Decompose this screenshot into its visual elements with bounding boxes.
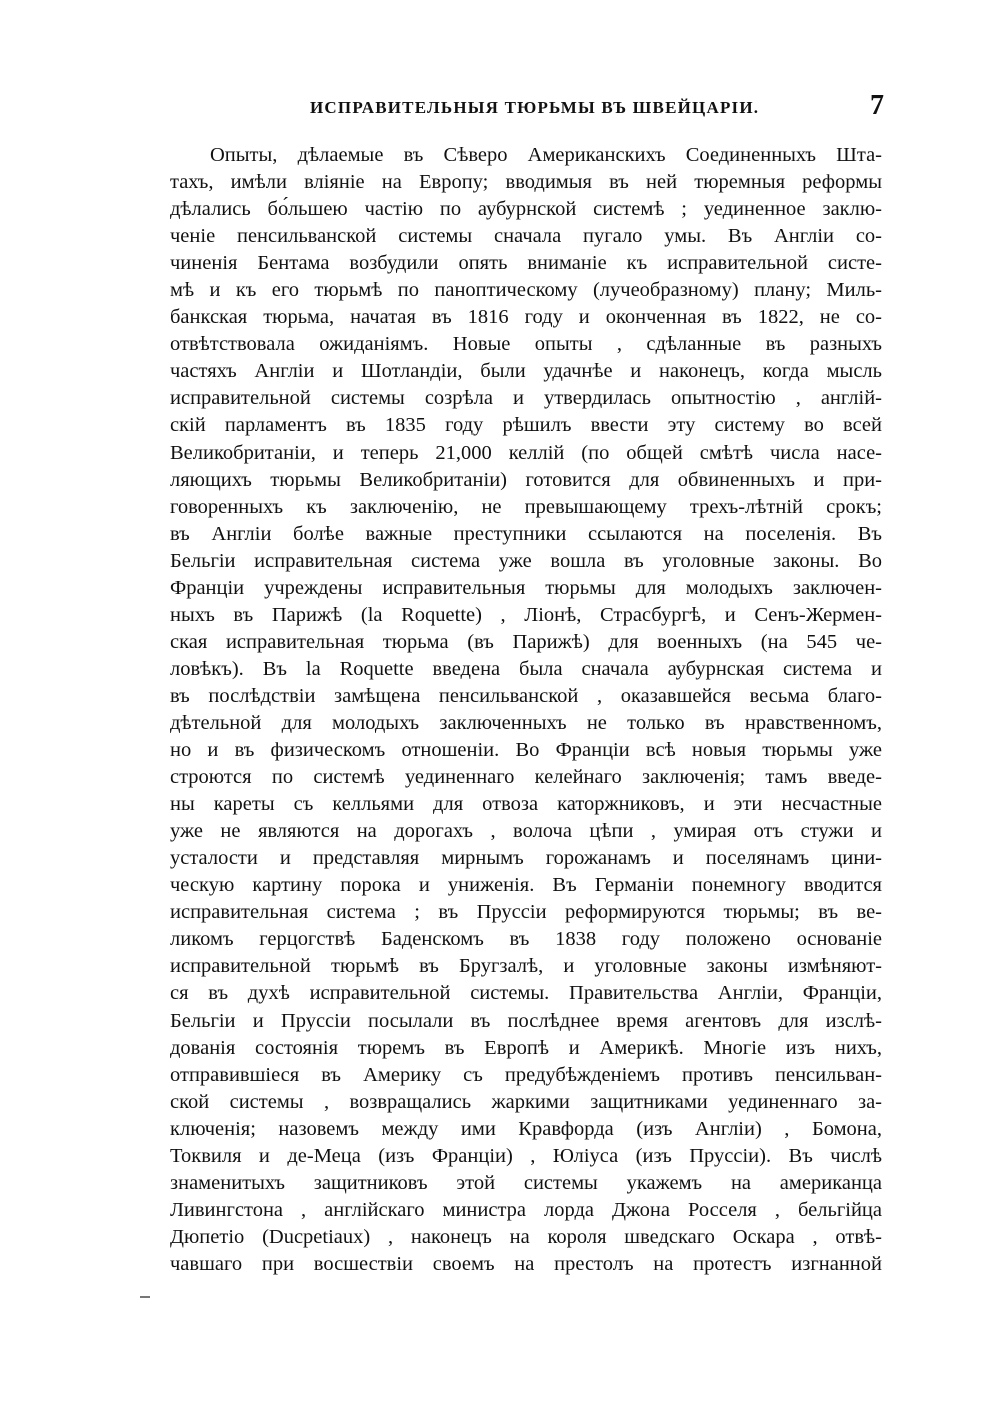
text-line: Франціи учреждены исправительныя тюрьмы для молодыхъ заключен- <box>170 576 882 599</box>
text-line: скій парламентъ въ 1835 году рѣшилъ ввести эту систему во всей <box>170 414 882 437</box>
text-line: говоренныхъ къ заключенію, не превышающему трехъ-лѣтній срокъ; <box>170 495 882 518</box>
text-line: строются по системѣ уединеннаго келейнаго заключенія; тамъ введе- <box>170 766 882 789</box>
text-line: Дюпетіо (Ducpetiaux) , наконецъ на короля шведскаго Оскара , отвѣ- <box>170 1225 882 1248</box>
text-line: чавшаго при восшествіи своемъ на престолъ на протестъ изгнанной <box>170 1252 882 1275</box>
text-line: уже не являются на дорогахъ , волоча цѣпи , умирая отъ стужи и <box>170 820 882 843</box>
text-line: ликомъ герцогствѣ Баденскомъ въ 1838 году положено основаніе <box>170 928 882 951</box>
text-line: дѣлались бо́льшею частію по аубурнской системѣ ; уединенное заклю- <box>170 198 882 221</box>
running-title: ИСПРАВИТЕЛЬНЫЯ ТЮРЬМЫ ВЪ ШВЕЙЦАРІИ. <box>310 98 760 117</box>
body-text <box>170 142 882 1278</box>
text-line: дованія состоянія тюремъ въ Европѣ и Америкѣ. Многіе изъ нихъ, <box>170 1036 882 1059</box>
text-line: чиненія Бентама возбудили опять вниманіе къ исправительной систе- <box>170 252 882 275</box>
text-line: Бельгіи и Пруссіи посылали въ послѣднее время агентовъ для изслѣ- <box>170 1009 882 1032</box>
page-number: 7 <box>870 90 884 121</box>
text-line: ся въ духѣ исправительной системы. Правительства Англіи, Франціи, <box>170 982 882 1005</box>
text-line: ляющихъ тюрьмы Великобританіи) готовится для обвиненныхъ и при- <box>170 468 882 491</box>
text-line: отправившіеся въ Америку съ предубѣжденіемъ противъ пенсильван- <box>170 1063 882 1086</box>
text-line: ческую картину порока и униженія. Въ Германіи понемногу вводится <box>170 874 882 897</box>
text-line: въ Англіи болѣе важные преступники ссылаются на поселенія. Въ <box>170 522 882 545</box>
text-line: тахъ, имѣли вліяніе на Европу; вводимыя въ ней тюремныя реформы <box>170 171 882 194</box>
text-line: ской системы , возвращались жаркими защитниками уединеннаго за- <box>170 1090 882 1113</box>
text-line: Опыты, дѣлаемые въ Сѣверо Американскихъ Соединенныхъ Шта- <box>210 144 882 166</box>
text-line: въ послѣдствіи замѣщена пенсильванской , оказавшейся весьма благо- <box>170 684 882 707</box>
text-line: ключенія; назовемъ между ими Кравфорда (изъ Англіи) , Бомона, <box>170 1117 882 1140</box>
running-head <box>170 90 890 124</box>
text-line: усталости и представляя мирнымъ горожанамъ и поселянамъ цини- <box>170 847 882 870</box>
text-line: Бельгіи исправительная система уже вошла въ уголовные законы. Во <box>170 549 882 572</box>
text-line: ловѣкъ). Въ la Roquette введена была сначала аубурнская система и <box>170 657 882 680</box>
text-line: Ливингстона , англійскаго министра лорда Джона Росселя , бельгійца <box>170 1198 882 1221</box>
text-line: ченіе пенсильванской системы сначала пугало умы. Въ Англіи со- <box>170 225 882 248</box>
text-line: дѣтельной для молодыхъ заключенныхъ не только въ нравственномъ, <box>170 711 882 734</box>
text-line: но и въ физическомъ отношеніи. Во Франціи всѣ новыя тюрьмы уже <box>170 739 882 762</box>
text-line: знаменитыхъ защитниковъ этой системы укажемъ на американца <box>170 1171 882 1194</box>
text-line: мѣ и къ его тюрьмѣ по паноптическому (лучеобразному) плану; Миль- <box>170 279 882 302</box>
text-line: частяхъ Англіи и Шотландіи, были удачнѣе и наконецъ, когда мысль <box>170 360 882 383</box>
text-line: ская исправительная тюрьма (въ Парижѣ) для военныхъ (на 545 че- <box>170 630 882 653</box>
text-line: отвѣтствовала ожиданіямъ. Новые опыты , сдѣланные въ разныхъ <box>170 333 882 356</box>
text-line: исправительной тюрьмѣ въ Бругзалѣ, и уголовные законы измѣняют- <box>170 955 882 978</box>
text-line: ны кареты съ келльями для отвоза каторжниковъ, и эти несчастные <box>170 793 882 816</box>
text-line: исправительная система ; въ Пруссіи реформируются тюрьмы; въ ве- <box>170 901 882 924</box>
text-line: исправительной системы созрѣла и утвердилась опытностію , англій- <box>170 387 882 410</box>
text-line: ныхъ въ Парижѣ (la Roquette) , Ліонѣ, Страсбургѣ, и Сенъ-Жермен- <box>170 603 882 626</box>
text-line: банкская тюрьма, начатая въ 1816 году и оконченная въ 1822, не со- <box>170 306 882 329</box>
text-line: Токвиля и де-Меца (изъ Франціи) , Юліуса (изъ Пруссіи). Въ числѣ <box>170 1144 882 1167</box>
ink-mark <box>140 1296 150 1298</box>
text-line: Великобританіи, и теперь 21,000 келлій (по общей смѣтѣ числа насе- <box>170 441 882 464</box>
